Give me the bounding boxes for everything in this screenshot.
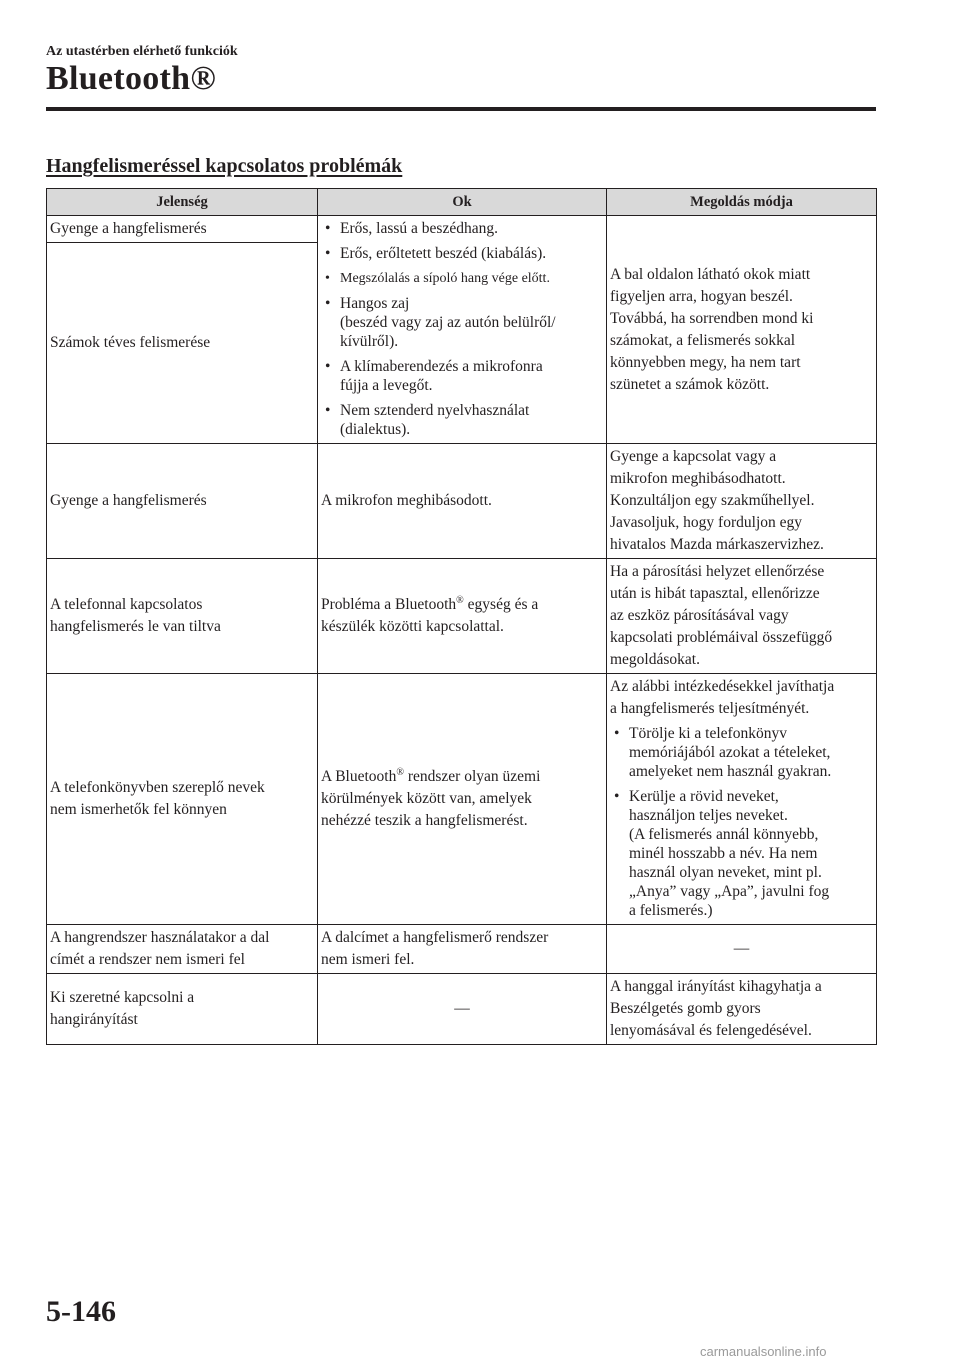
cause-cell xyxy=(318,216,607,444)
table-row xyxy=(47,559,877,674)
cause-cell: — xyxy=(318,974,607,1045)
table-row xyxy=(47,925,877,974)
solution-cell: Gyenge a kapcsolat vagy a mikrofon meghibásodhatott. Konzultáljon egy szakműhellyel. Javasoljuk, hogy forduljon egy hivatalos Mazda márkaszervizhez. xyxy=(607,444,877,559)
solution-cell: A bal oldalon látható okok miatt figyeljen arra, hogyan beszél. Továbbá, ha sorrendben mond ki számokat, a felismerés sokkal könnyebben megy, ha nem tart szünetet a számok között. xyxy=(607,216,877,444)
watermark: carmanualsonline.info xyxy=(700,1344,827,1359)
list-item: • Törölje ki a telefonkönyv memóriájából azokat a tételeket, amelyeket nem használ gyakran. xyxy=(610,724,873,781)
page-number: 5-146 xyxy=(46,1295,116,1328)
troubleshooting-table xyxy=(46,188,877,1045)
symptom-cell: A hangrendszer használatakor a dal címét a rendszer nem ismeri fel xyxy=(47,925,318,974)
registered-mark: ® xyxy=(396,766,404,778)
table-row xyxy=(47,674,877,925)
cause-text: egység és a készülék közötti kapcsolattal. xyxy=(321,596,539,635)
symptom-cell: Számok téves felismerése xyxy=(47,243,318,444)
list-item: • Erős, lassú a beszédhang. xyxy=(321,219,603,238)
symptom-cell: Gyenge a hangfelismerés xyxy=(47,444,318,559)
table-title: Hangfelismeréssel kapcsolatos problémák xyxy=(46,155,403,177)
list-item: • Kerülje a rövid neveket, használjon teljes neveket. (A felismerés annál könnyebb, minél hosszabb a név. Ha nem használ olyan neveket, mint pl. „Anya” vagy „Apa”, javulni fog a felismerés.) xyxy=(610,787,873,920)
solution-cell: Ha a párosítási helyzet ellenőrzése után is hibát tapasztal, ellenőrizze az eszköz párosításával vagy kapcsolati problémáival összefüggő megoldásokat. xyxy=(607,559,877,674)
solution-list xyxy=(610,724,873,920)
cause-text: rendszer olyan üzemi körülmények között van, amelyek nehézzé teszik a hangfelismerést. xyxy=(321,768,541,829)
list-item: • Hangos zaj (beszéd vagy zaj az autón belülről/ kívülről). xyxy=(321,294,603,351)
solution-cell: A hanggal irányítást kihagyhatja a Beszélgetés gomb gyors lenyomásával és felengedésével. xyxy=(607,974,877,1045)
symptom-cell: Ki szeretné kapcsolni a hangirányítást xyxy=(47,974,318,1045)
table-header-row xyxy=(47,189,877,216)
symptom-cell: A telefonnal kapcsolatos hangfelismerés le van tiltva xyxy=(47,559,318,674)
cause-cell xyxy=(318,559,607,674)
symptom-cell: A telefonkönyvben szereplő nevek nem ismerhetők fel könnyen xyxy=(47,674,318,925)
cause-text: Probléma a Bluetooth xyxy=(321,596,457,613)
header-cause: Ok xyxy=(318,189,607,216)
registered-mark: ® xyxy=(456,594,464,606)
list-item: • Nem sztenderd nyelvhasználat (dialektus). xyxy=(321,401,603,439)
header-solution: Megoldás módja xyxy=(607,189,877,216)
table-row xyxy=(47,974,877,1045)
cause-list xyxy=(321,219,603,439)
cause-text: A Bluetooth xyxy=(321,768,397,785)
header-rule xyxy=(46,107,876,111)
list-item: • Megszólalás a sípoló hang vége előtt. xyxy=(321,269,603,288)
chapter-title: Bluetooth® xyxy=(46,60,217,97)
cause-cell: A dalcímet a hangfelismerő rendszer nem ismeri fel. xyxy=(318,925,607,974)
table-row xyxy=(47,444,877,559)
cause-cell: A mikrofon meghibásodott. xyxy=(318,444,607,559)
header-symptom: Jelenség xyxy=(47,189,318,216)
solution-intro: Az alábbi intézkedésekkel javíthatja a hangfelismerés teljesítményét. xyxy=(610,678,835,717)
solution-cell xyxy=(607,674,877,925)
list-item: • A klímaberendezés a mikrofonra fújja a levegőt. xyxy=(321,357,603,395)
section-header: Az utastérben elérhető funkciók xyxy=(46,44,238,59)
cause-cell xyxy=(318,674,607,925)
list-item: • Erős, erőltetett beszéd (kiabálás). xyxy=(321,244,603,263)
symptom-cell: Gyenge a hangfelismerés xyxy=(47,216,318,243)
table-row xyxy=(47,216,877,243)
solution-cell: — xyxy=(607,925,877,974)
